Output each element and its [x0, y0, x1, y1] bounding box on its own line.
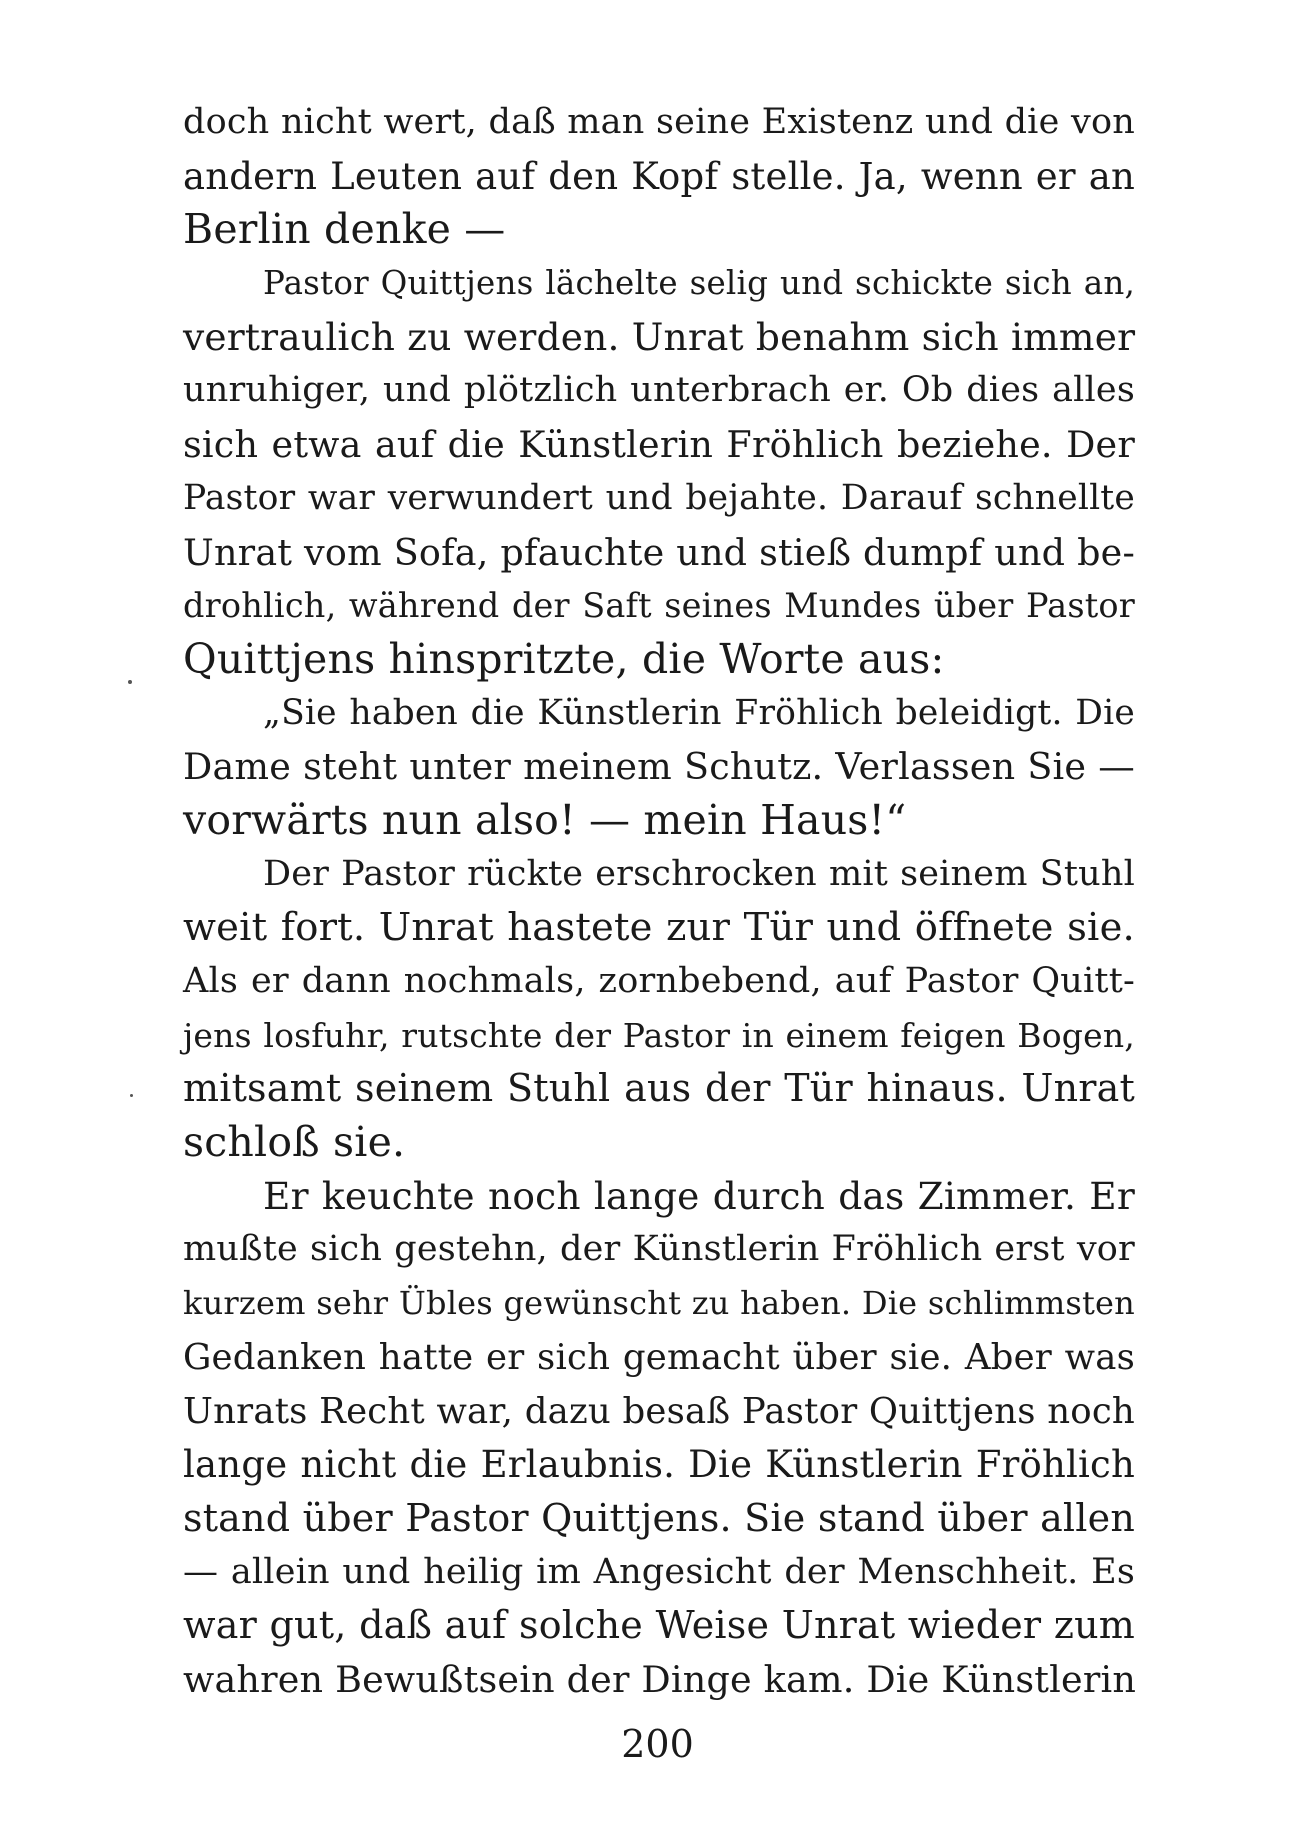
text-line: drohlich, während der Saft seines Mundes über Pastor [183, 586, 1135, 626]
text-line: Berlin denke — [183, 205, 506, 254]
text-line: jens losfuhr, rutschte der Pastor in einem feigen Bogen, [183, 1015, 1135, 1055]
text-line: doch nicht wert, daß man seine Existenz und die von [183, 102, 1135, 142]
page-number: 200 [621, 1722, 694, 1766]
text-line: Er keuchte noch lange durch das Zimmer. Er [263, 1173, 1135, 1218]
text-line: stand über Pastor Quittjens. Sie stand über allen [183, 1495, 1135, 1540]
text-line: Als er dann nochmals, zornbebend, auf Pastor Quitt- [183, 961, 1135, 1001]
text-line: war gut, daß auf solche Weise Unrat wieder zum [183, 1603, 1135, 1648]
text-line: Der Pastor rückte erschrocken mit seinem Stuhl [263, 853, 1135, 894]
text-line: mußte sich gestehn, der Künstlerin Fröhlich erst vor [183, 1229, 1135, 1270]
text-line: „Sie haben die Künstlerin Fröhlich beleidigt. Die [263, 692, 1135, 733]
text-line: weit fort. Unrat hastete zur Tür und öffnete sie. [183, 905, 1135, 951]
text-line: sich etwa auf die Künstlerin Fröhlich beziehe. Der [183, 423, 1135, 467]
text-line: Gedanken hatte er sich gemacht über sie. Aber was [183, 1336, 1135, 1378]
text-line: schloß sie. [183, 1118, 406, 1167]
text-line: Unrats Recht war, dazu besaß Pastor Quittjens noch [183, 1390, 1135, 1432]
text-line: wahren Bewußtsein der Dinge kam. Die Künstlerin [183, 1657, 1137, 1701]
text-line: Pastor war verwundert und bejahte. Darauf schnellte [183, 477, 1135, 518]
text-line: lange nicht die Erlaubnis. Die Künstlerin Fröhlich [183, 1443, 1135, 1487]
text-line: kurzem sehr Übles gewünscht zu haben. Die schlimmsten [183, 1284, 1135, 1323]
text-line: andern Leuten auf den Kopf stelle. Ja, wenn er an [183, 154, 1135, 198]
text-line: Quittjens hinspritzte, die Worte aus: [183, 634, 945, 683]
body-text [183, 96, 1135, 1707]
print-speck [130, 1094, 133, 1097]
text-line: mitsamt seinem Stuhl aus der Tür hinaus. Unrat [183, 1066, 1135, 1111]
text-line: Dame steht unter meinem Schutz. Verlassen Sie — [183, 745, 1135, 789]
text-line: vertraulich zu werden. Unrat benahm sich immer [183, 314, 1136, 359]
text-line: vorwärts nun also! — mein Haus!“ [183, 795, 907, 844]
print-speck [128, 680, 132, 684]
text-line: Unrat vom Sofa, pfauchte und stieß dumpf und be- [183, 530, 1135, 574]
text-line: Pastor Quittjens lächelte selig und schickte sich an, [263, 264, 1135, 303]
text-line: — allein und heilig im Angesicht der Menschheit. Es [183, 1551, 1135, 1592]
text-line: unruhiger, und plötzlich unterbrach er. Ob dies alles [183, 370, 1135, 411]
